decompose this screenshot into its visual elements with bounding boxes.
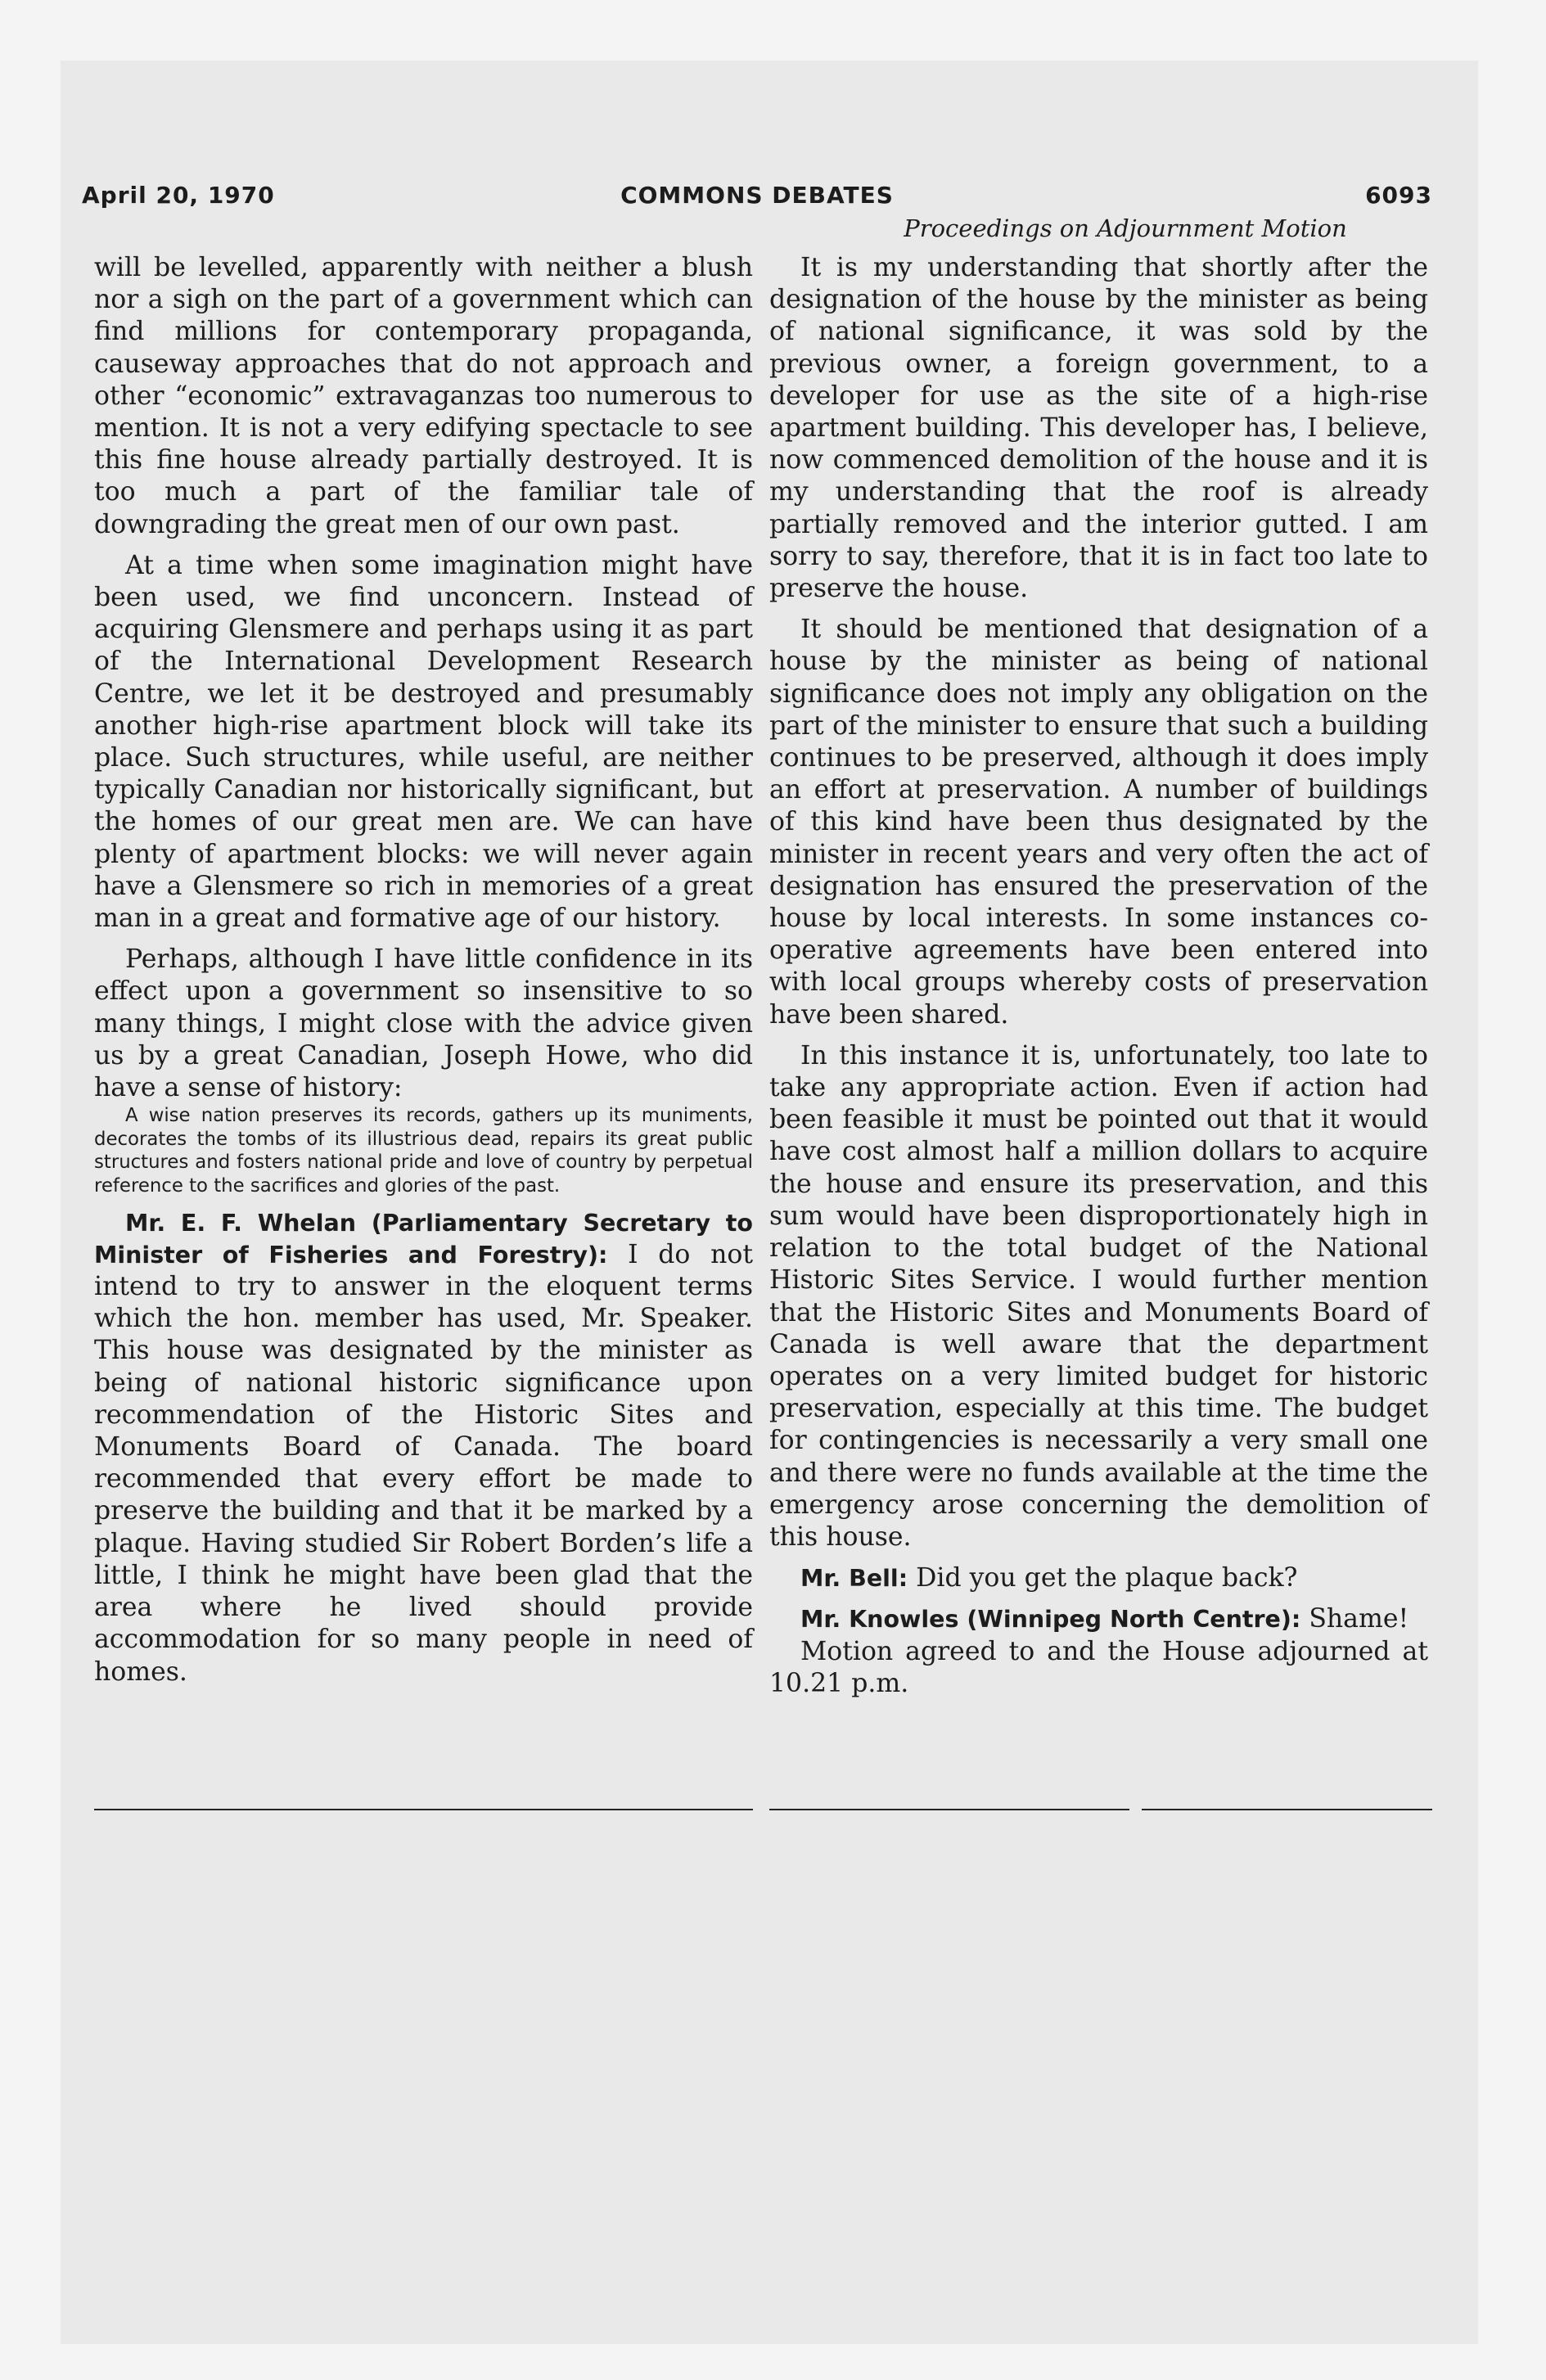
paragraph: It should be mentioned that designation of a house by the minister as being of national significance does not imply any obligation on the part of the minister to ensure that such a building continues to be preserved, although it does imply an effort at preservation. A number of buildings of this kind have been thus designated by the minister in recent years and very often the act of designation has ensured the preservation of the house by local interests. In some instances co-operative agreements have been entered into with local groups whereby costs of preservation have been shared. <box>769 615 1428 1030</box>
paragraph: In this instance it is, unfortunately, too late to take any appropriate action. Even if action had been feasible it must be pointed out that it would have cost almost half a million dollars to acquire the house and ensure its preservation, and this sum would have been disproportionately high in relation to the total budget of the National Historic Sites Service. I would further mention that the Historic Sites and Monuments Board of Canada is well aware that the department operates on a very limited budget for historic preservation, especially at this time. The budget for contingencies is necessarily a very small one and there were no funds available at the time the emergency arose concerning the demolition of this house. <box>769 1040 1428 1552</box>
left-column <box>94 252 753 1688</box>
speech-paragraph <box>94 1207 753 1688</box>
speech-text: Did you get the plaque back? <box>916 1563 1298 1593</box>
section-heading: Proceedings on Adjournment Motion <box>904 214 1347 242</box>
block-quote: A wise nation preserves its records, gathers up its muniments, decorates the tombs of its illustrious dead, repairs its great public structures and fosters national pride and love of country by perpetual reference to the sacrifices and glories of the past. <box>94 1105 753 1197</box>
closing-rule <box>769 1809 1129 1810</box>
paragraph: At a time when some imagination might have been used, we find unconcern. Instead of acquiring Glensmere and perhaps using it as part of the International Development Research Centre, we let it be destroyed and presumably another high-rise apartment block will take its place. Such structures, while useful, are neither typically Canadian nor historically significant, but the homes of our great men are. We can have plenty of apartment blocks: we will never again have a Glensmere so rich in memories of a great man in a great and formative age of our history. <box>94 550 753 934</box>
paragraph: It is my understanding that shortly after the designation of the house by the minister as being of national significance, it was sold by the previous owner, a foreign government, to a developer for use as the site of a high-rise apartment building. This developer has, I believe, now commenced demolition of the house and it is my understanding that the roof is already partially removed and the interior gutted. I am sorry to say, therefore, that it is in fact too late to preserve the house. <box>769 253 1428 604</box>
closing-rule <box>1142 1809 1432 1810</box>
paragraph: Perhaps, although I have little confidence in its effect upon a government so insensitive to so many things, I might close with the advice given us by a great Canadian, Joseph Howe, who did have a sense of history: <box>94 944 753 1103</box>
closing-rule <box>94 1809 753 1810</box>
speech-text: I do not intend to try to answer in the eloquent terms which the hon. member has used, Mr. Speaker. This house was designated by the minister as being of national historic significance upon recommendation of the Historic Sites and Monuments Board of Canada. The board recommended that every effort be made to preserve the building and that it be marked by a plaque. Having studied Sir Robert Borden’s life a little, I think he might have been glad that the area where he lived should provide accommodation for so many people in need of homes. <box>94 1239 754 1687</box>
speaker-name: Mr. Knowles (Winnipeg North Centre): <box>800 1606 1301 1634</box>
speech-paragraph <box>769 1603 1428 1635</box>
header-title: COMMONS DEBATES <box>620 182 894 209</box>
paragraph: Motion agreed to and the House adjourned at 10.21 p.m. <box>769 1636 1428 1698</box>
header-page-number: 6093 <box>1365 182 1432 209</box>
speech-text: Shame! <box>1309 1604 1409 1634</box>
right-column <box>769 252 1428 1700</box>
speech-paragraph <box>769 1562 1428 1594</box>
speaker-name: Mr. Bell: <box>800 1565 908 1593</box>
speaker-name: Mr. E. F. Whelan (Parliamentary Secretary to Minister of Fisheries and Forestry): <box>94 1209 753 1269</box>
paragraph: will be levelled, apparently with neither a blush nor a sigh on the part of a government which can find millions for contemporary propaganda, causeway approaches that do not approach and other “economic” extravaganzas too numerous to mention. It is not a very edifying spectacle to see this fine house already partially destroyed. It is too much a part of the familiar tale of downgrading the great men of our own past. <box>94 253 753 539</box>
header-date: April 20, 1970 <box>82 182 275 209</box>
